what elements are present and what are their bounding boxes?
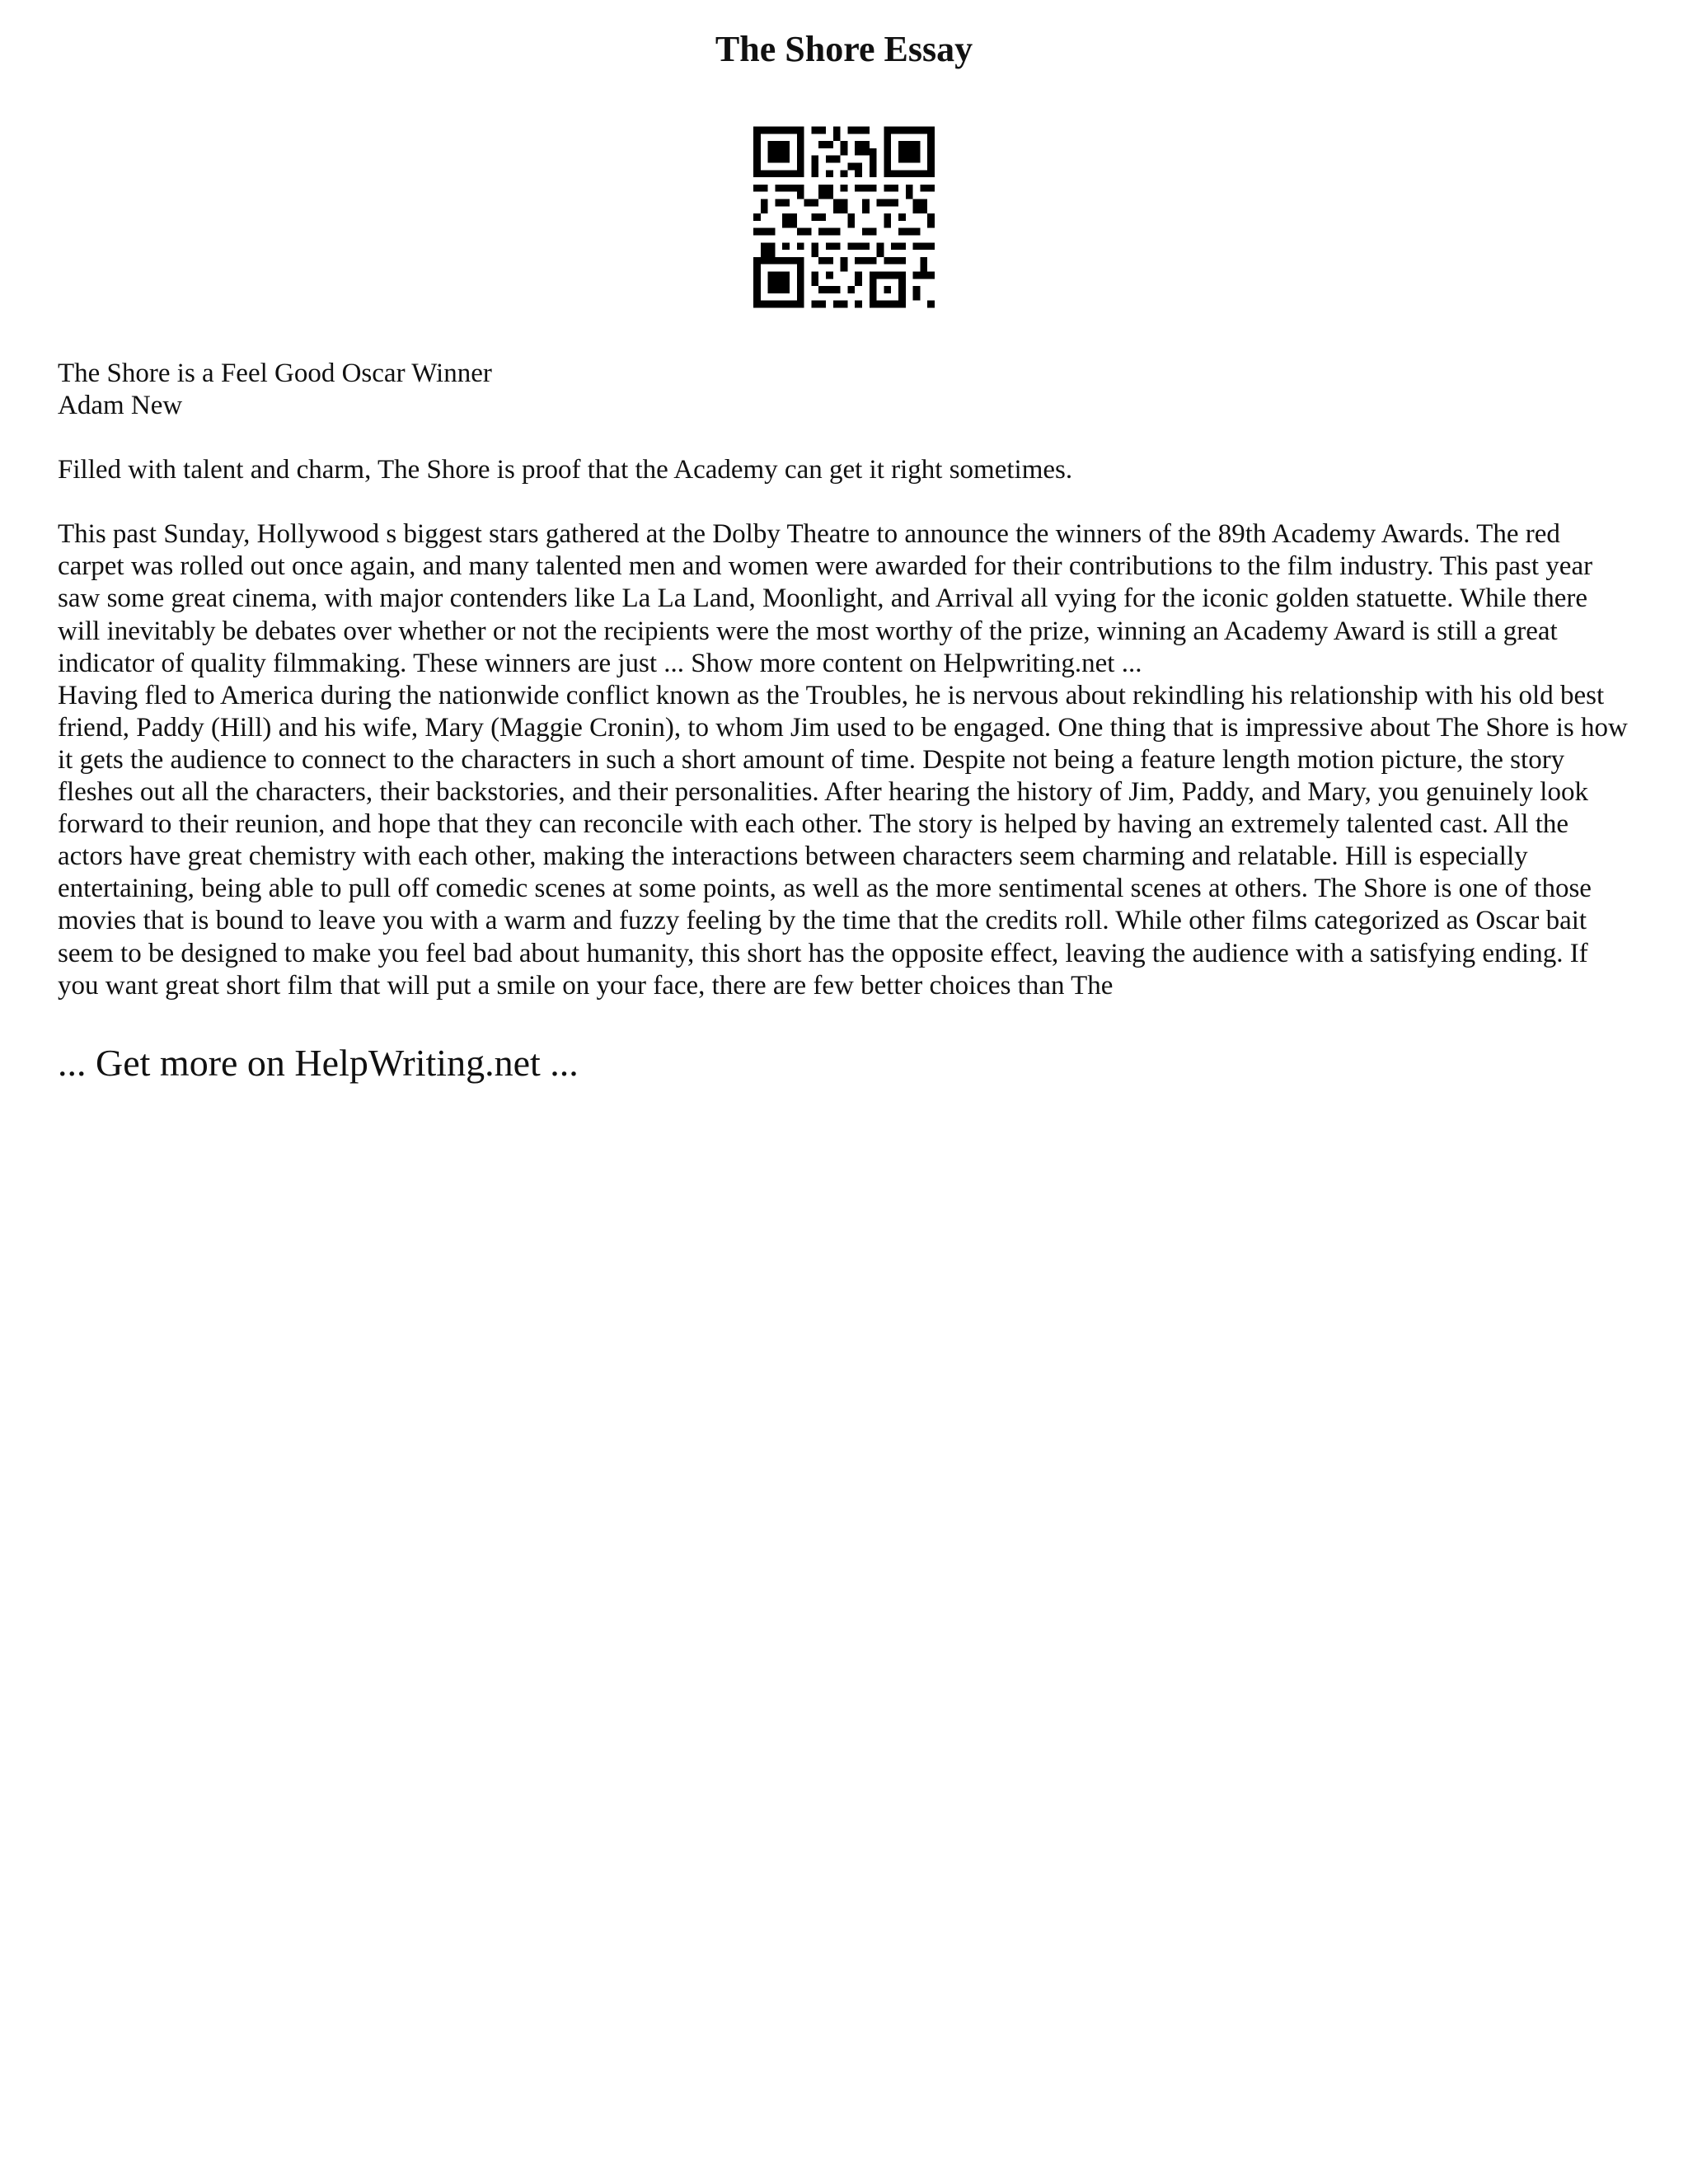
qr-code[interactable] — [753, 126, 935, 308]
essay-author: Adam New — [58, 391, 183, 421]
document-title: The Shore Essay — [715, 29, 973, 69]
spacer — [58, 422, 1632, 454]
essay-content — [58, 358, 1632, 1002]
spacer — [58, 486, 1632, 518]
essay-paragraph-2: Having fled to America during the nationwide conflict known as the Troubles, he is nervous about rekindling his relationship with his old best friend, Paddy (Hill) and his wife, Mary (Maggie Cronin), to whom Jim used to be engaged. One thing that is impressive about The Shore is how it gets the audience to connect to the characters in such a short amount of time. Despite not being a feature length motion picture, the story fleshes out all the characters, their backstories, and their personalities. After hearing the history of Jim, Paddy, and Mary, you genuinely look forward to their reunion, and hope that they can reconcile with each other. The story is helped by having an extremely talented cast. All the actors have great chemistry with each other, making the interactions between characters seem charming and relatable. Hill is especially entertaining, being able to pull off comedic scenes at some points, as well as the more sentimental scenes at others. The Shore is one of those movies that is bound to leave you with a warm and fuzzy feeling by the time that the credits roll. While other films categorized as Oscar bait seem to be designed to make you feel bad about humanity, this short has the opposite effect, leaving the audience with a satisfying ending. If you want great short film that will put a smile on your face, there are few better choices than The — [58, 680, 1628, 1001]
essay-heading: The Shore is a Feel Good Oscar Winner — [58, 359, 492, 388]
essay-paragraph-1: This past Sunday, Hollywood s biggest stars gathered at the Dolby Theatre to announce the winners of the 89th Academy Awards. The red carpet was rolled out once again, and many talented men and women were awarded for their contributions to the film industry. This past year saw some great cinema, with major contenders like La La Land, Moonlight, and Arrival all vying for the iconic golden statuette. While there will inevitably be debates over whether or not the recipients were the most worthy of the prize, winning an Academy Award is still a great indicator of quality filmmaking. These winners are just ... Show more content on Helpwriting.net ... — [58, 519, 1593, 678]
essay-tagline: Filled with talent and charm, The Shore is proof that the Academy can get it right sometimes. — [58, 455, 1073, 485]
get-more-link[interactable]: ... Get more on HelpWriting.net ... — [58, 1042, 579, 1084]
